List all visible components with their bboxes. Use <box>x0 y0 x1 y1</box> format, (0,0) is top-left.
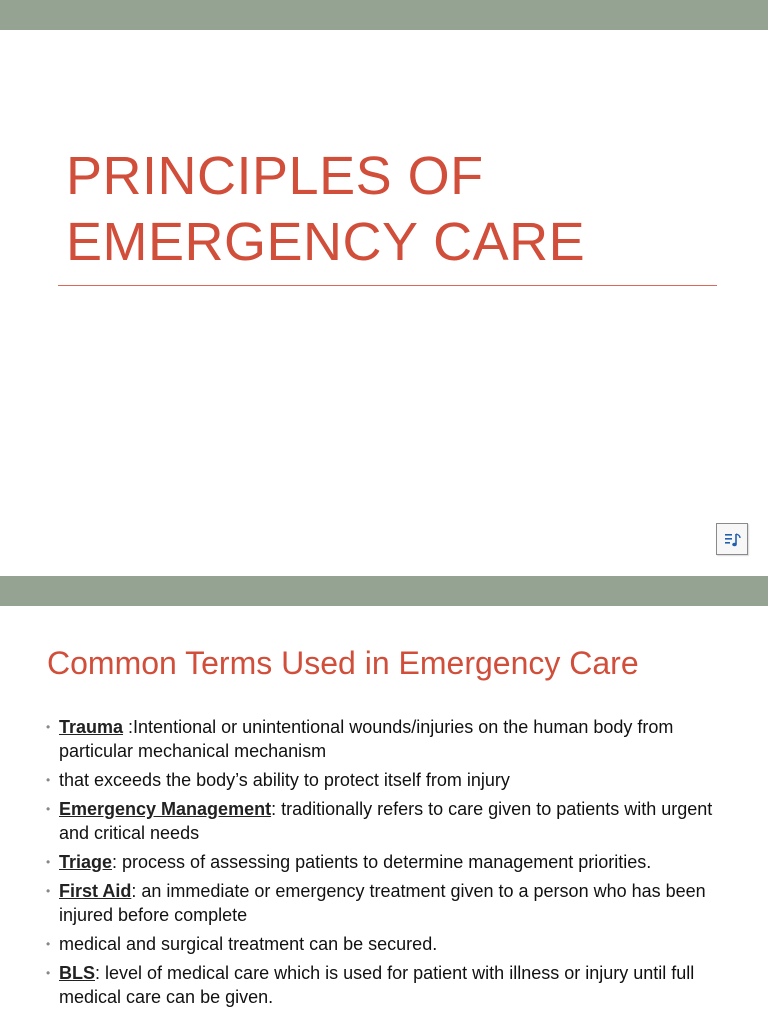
title-line-1: PRINCIPLES OF <box>66 146 484 206</box>
terms-slide <box>0 576 768 1024</box>
title-line-2: EMERGENCY CARE <box>66 212 586 272</box>
bullet-item <box>46 961 736 1009</box>
bullet-text: : an immediate or emergency treatment given to a person who has been injured before complete <box>59 881 706 925</box>
bullet-term: Triage <box>59 852 113 872</box>
bullet-item <box>46 715 736 763</box>
audio-button[interactable] <box>716 523 748 555</box>
bullet-text: medical and surgical treatment can be secured. <box>59 934 438 954</box>
bullet-text: that exceeds the body’s ability to protect itself from injury <box>59 770 510 790</box>
bullet-item <box>46 932 736 956</box>
slide-top-bar <box>0 576 768 606</box>
bullet-item <box>46 850 736 874</box>
slide-top-bar <box>0 0 768 30</box>
bullet-text: :Intentional or unintentional wounds/injuries on the human body from particular mechanical mechanism <box>59 717 674 761</box>
slide-title <box>66 143 585 275</box>
bullet-term: Emergency Management <box>59 799 272 819</box>
bullet-term: First Aid <box>59 881 132 901</box>
bullet-term: BLS <box>59 963 95 983</box>
bullet-text: : traditionally refers to care given to patients with urgent and critical needs <box>59 799 713 843</box>
bullet-item <box>46 768 736 792</box>
bullet-term: Trauma <box>59 717 124 737</box>
bullet-item <box>46 879 736 927</box>
slide-heading: Common Terms Used in Emergency Care <box>47 645 639 681</box>
audio-speaker-icon <box>723 530 743 550</box>
bullet-item <box>46 797 736 845</box>
title-underline <box>58 285 717 286</box>
bullet-text: : level of medical care which is used for patient with illness or injury until full medical care can be given. <box>59 963 695 1007</box>
bullet-text: : process of assessing patients to determine management priorities. <box>112 852 652 872</box>
bullet-list <box>46 715 736 1014</box>
